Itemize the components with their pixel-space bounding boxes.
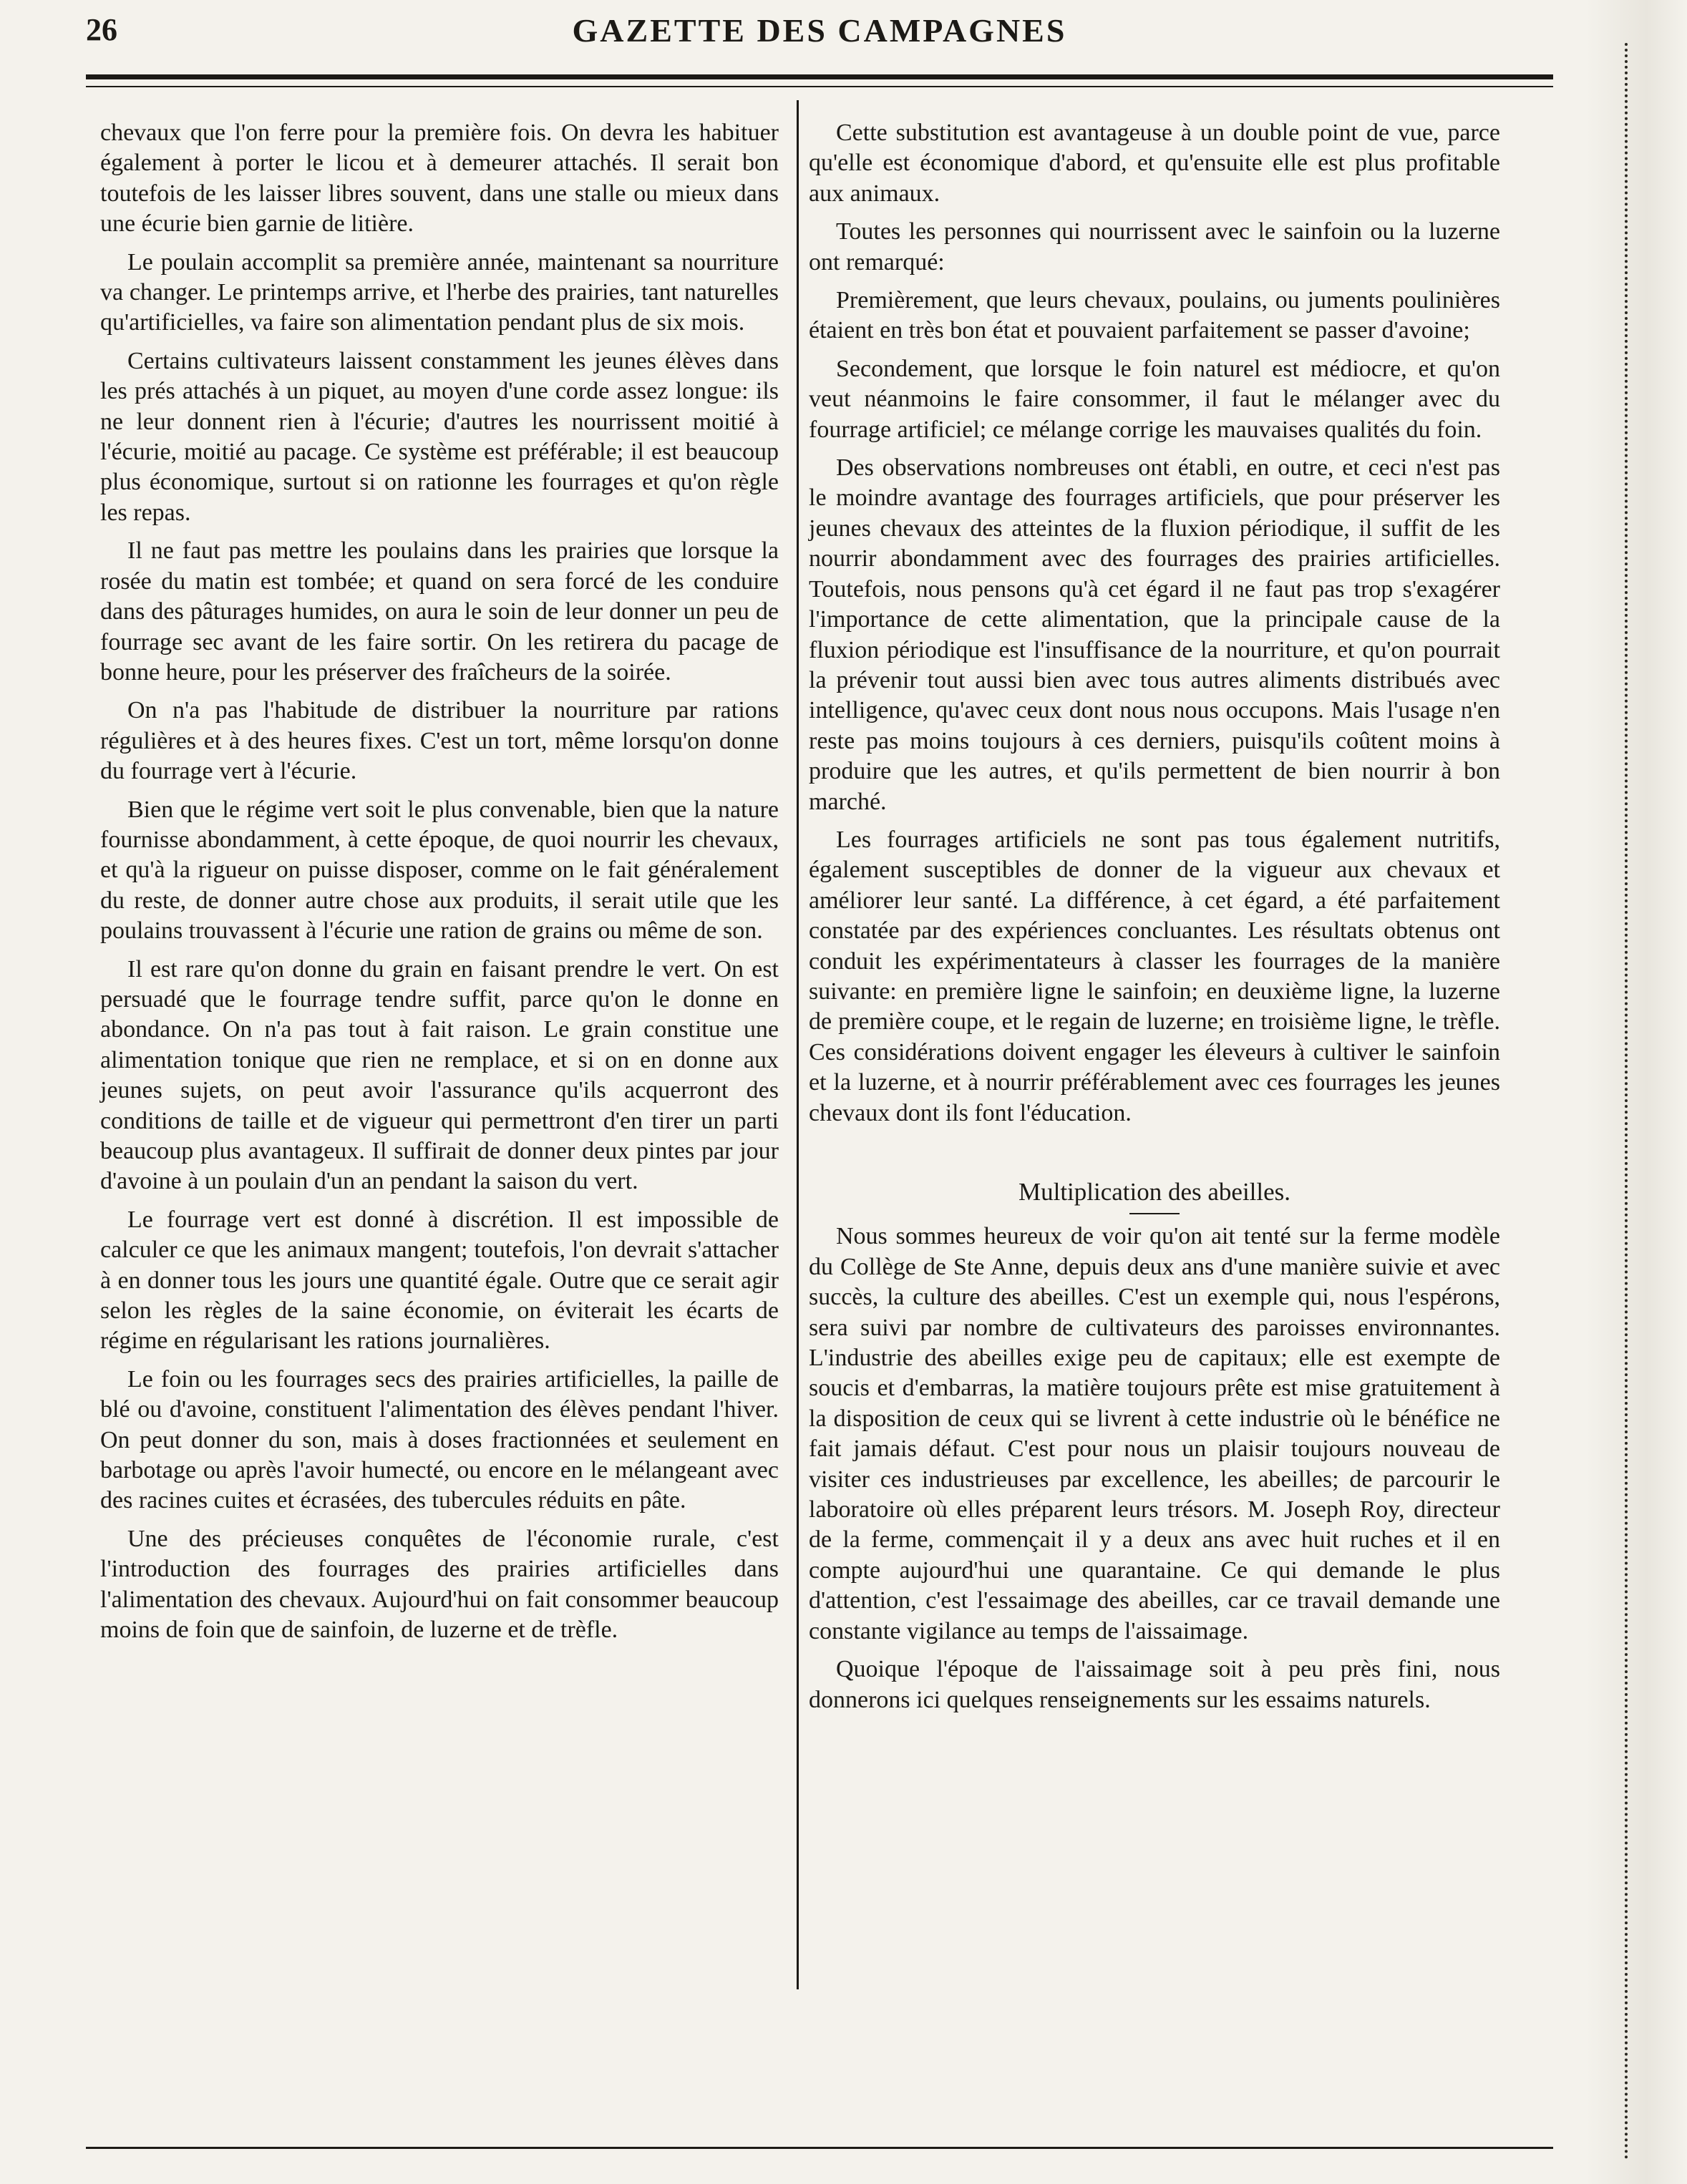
page-edge-shadow <box>1585 0 1687 2184</box>
paragraph: Des observations nombreuses ont établi, en outre, et ceci n'est pas le moindre avantage des fourrages artificiels, que pour préserver les jeunes chevaux des atteintes de la fluxion périodique, il suffit de les nourrir abondamment avec des fourrages des prairies artificielles. Toutefois, nous pensons qu'à cet égard il ne faut pas trop s'exagérer l'importance de cette alimentation, que la principale cause de la fluxion périodique est l'insuffisance de la nourriture, et qu'on pourrait la prévenir tout aussi bien avec tous autres aliments distribués avec intelligence, qu'avec ceux dont nous nous occupons. Mais l'usage n'en reste pas moins toujours à ces derniers, puisqu'ils coûtent moins à produire que les autres, et qu'ils permettent de bien nourrir à bon marché. <box>809 454 1500 815</box>
section-title: Multiplication des abeilles. <box>1018 1178 1291 1206</box>
right-column <box>809 118 1500 1723</box>
paragraph: Nous sommes heureux de voir qu'on ait tenté sur la ferme modèle du Collège de Ste Anne, depuis deux ans d'une manière suivie et avec succès, la culture des abeilles. C'est un exemple qui, nous l'espérons, sera suivi par nombre de cultivateurs des paroisses environnantes. L'industrie des abeilles exige peu de capitaux; elle est exempte de soucis et d'embarras, la matière toujours prête est mise gratuitement à la disposition de ceux qui se livrent à cette industrie où le bénéfice ne fait jamais défaut. C'est pour nous un plaisir toujours nouveau de visiter ces industrieuses par excellence, les abeilles; de parcourir le laboratoire où elles préparent leurs trésors. M. Joseph Roy, directeur de la ferme, commençait il y a deux ans avec huit ruches et il en compte aujourd'hui une quarantaine. Ce qui demande le plus d'attention, c'est l'essaimage des abeilles, car ce travail demande une constante vigilance au temps de l'aissaimage. <box>809 1223 1500 1644</box>
column-divider <box>797 100 799 1989</box>
masthead-title: GAZETTE DES CAMPAGNES <box>572 12 1067 49</box>
paragraph: Les fourrages artificiels ne sont pas tous également nutritifs, également susceptibles de donner de la vigueur aux chevaux et améliorer leur santé. La différence, à cet égard, a été parfaitement constatée par des expériences concluantes. Les résultats obtenus ont conduit les expérimentateurs à classer les fourrages de la manière suivante: en première ligne le sainfoin; en deuxième ligne, la luzerne de première coupe, et le regain de luzerne; en troisième ligne, le trèfle. Ces considérations doivent engager les éleveurs à cultiver le sainfoin et la luzerne, et à nourrir préférablement avec ces fourrages les jeunes chevaux dont ils font l'éducation. <box>809 826 1500 1126</box>
paragraph: Certains cultivateurs laissent constamment les jeunes élèves dans les prés attachés à un piquet, au moyen d'une corde assez longue: ils ne leur donnent rien à l'écurie; d'autres les nourrissent moitié à l'écurie, moitié au pacage. Ce système est préférable; il est beaucoup plus économique, surtout si on rationne les fourrages et qu'on règle les repas. <box>100 347 779 526</box>
paragraph: Toutes les personnes qui nourrissent avec le sainfoin ou la luzerne ont remarqué: <box>809 218 1500 276</box>
paragraph: chevaux que l'on ferre pour la première fois. On devra les habituer également à porter le licou et à demeurer attachés. Il serait bon toutefois de les laisser libres souvent, dans une stalle ou mieux dans une écurie bien garnie de litière. <box>100 120 779 238</box>
footer-rule <box>86 2147 1553 2149</box>
header-rule-thick <box>86 74 1553 79</box>
paragraph: Le foin ou les fourrages secs des prairies artificielles, la paille de blé ou d'avoine, constituent l'alimentation des élèves pendant l'hiver. On peut donner du son, mais à doses fractionnées et seulement en barbotage ou après l'avoir humecté, ou encore en le mélangeant avec des racines cuites et écrasées, des tubercules réduits en pâte. <box>100 1365 779 1514</box>
paragraph: Le poulain accomplit sa première année, maintenant sa nourriture va changer. Le printemps arrive, et l'herbe des prairies, tant naturelles qu'artificielles, va faire son alimentation pendant plus de six mois. <box>100 248 779 336</box>
paragraph: Bien que le régime vert soit le plus convenable, bien que la nature fournisse abondamment, à cette époque, de quoi nourrir les chevaux, et qu'à la rigueur on puisse disposer, comme on le fait généralement du reste, de donner autre chose aux produits, il serait utile que les poulains trouvassent à l'écurie une ration de grains ou même de son. <box>100 796 779 945</box>
left-column <box>100 118 779 1654</box>
paragraph: Le fourrage vert est donné à discrétion. Il est impossible de calculer ce que les animaux mangent; toutefois, l'on devrait s'attacher à en donner tous les jours une quantité égale. Outre que ce serait agir selon les règles de la saine économie, on éviterait les écarts de régime en régularisant les rations journalières. <box>100 1206 779 1355</box>
paragraph: Une des précieuses conquêtes de l'économie rurale, c'est l'introduction des fourrages des prairies artificielles dans l'alimentation des chevaux. Aujourd'hui on fait consommer beaucoup moins de foin que de sainfoin, de luzerne et de trèfle. <box>100 1525 779 1644</box>
paragraph: Secondement, que lorsque le foin naturel est médiocre, et qu'on veut néanmoins le faire consommer, il faut le mélanger avec du fourrage artificiel; ce mélange corrige les mauvaises qualités du foin. <box>809 355 1500 443</box>
paragraph: Il est rare qu'on donne du grain en faisant prendre le vert. On est persuadé que le fourrage tendre suffit, parce qu'on le donne en abondance. On n'a pas tout à fait raison. Le grain constitue une alimentation tonique que rien ne remplace, et si on en donne aux jeunes sujets, on peut avoir l'assurance qu'ils acquerront des conditions de taille et de vigueur qui permettront d'en tirer un parti beaucoup plus avantageux. Il suffirait de donner deux pintes par jour d'avoine à un poulain d'un an pendant la saison du vert. <box>100 955 779 1195</box>
paragraph: Cette substitution est avantageuse à un double point de vue, parce qu'elle est économique d'abord, et qu'ensuite elle est plus profitable aux animaux. <box>809 120 1500 207</box>
page-header <box>86 6 1553 53</box>
paragraph: Quoique l'époque de l'aissaimage soit à peu près fini, nous donnerons ici quelques renseignements sur les essaims naturels. <box>809 1656 1500 1713</box>
paragraph: Il ne faut pas mettre les poulains dans les prairies que lorsque la rosée du matin est tombée; et quand on sera forcé de les conduire dans des pâturages humides, on aura le soin de leur donner un peu de fourrage sec avant de les faire sortir. On les retirera du pacage de bonne heure, pour les préserver des fraîcheurs de la soirée. <box>100 537 779 686</box>
section-rule <box>1129 1213 1180 1214</box>
torn-edge-marks <box>1625 43 1628 2161</box>
page-number: 26 <box>86 12 117 47</box>
paragraph: On n'a pas l'habitude de distribuer la nourriture par rations régulières et à des heures fixes. C'est un tort, même lorsqu'on donne du fourrage vert à l'écurie. <box>100 697 779 785</box>
paragraph: Premièrement, que leurs chevaux, poulains, ou juments poulinières étaient en très bon état et pouvaient parfaitement se passer d'avoine; <box>809 287 1500 344</box>
header-rule-thin <box>86 86 1553 87</box>
